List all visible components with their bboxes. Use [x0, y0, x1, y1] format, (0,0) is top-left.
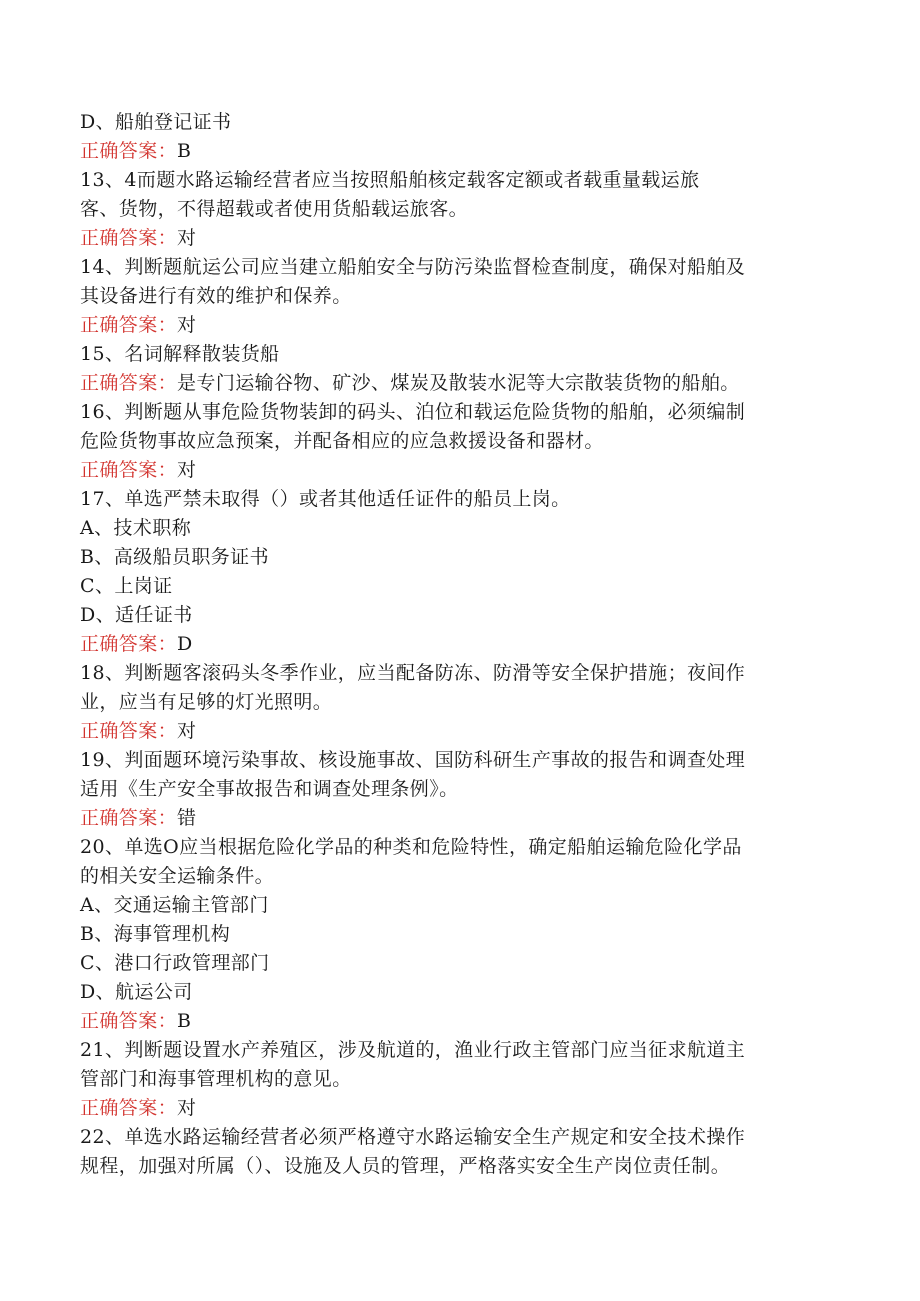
text-line: 适用《生产安全事故报告和调查处理条例》。 [80, 778, 459, 800]
text-line: 17、单选严禁未取得（）或者其他适任证件的船员上岗。 [80, 488, 571, 510]
text-line: 14、判断题航运公司应当建立船舶安全与防污染监督检查制度，确保对船舶及 [80, 256, 746, 278]
text-line: 的相关安全运输条件。 [80, 865, 275, 887]
answer-value: 对 [177, 720, 197, 742]
answer-value: 对 [177, 314, 197, 336]
answer-value: 对 [177, 1097, 197, 1119]
text-line: 13、4而题水路运输经营者应当按照船舶核定载客定额或者载重量载运旅 [80, 169, 700, 191]
text-line: C、港口行政管理部门 [80, 952, 270, 974]
answer-label: 正确答案： [80, 633, 178, 655]
answer-value: 是专门运输谷物、矿沙、煤炭及散装水泥等大宗散装货物的船舶。 [177, 372, 740, 394]
answer-line [80, 804, 820, 833]
answer-label: 正确答案： [80, 459, 178, 481]
text-line: D、航运公司 [80, 981, 193, 1003]
answer-line [80, 137, 820, 166]
text-line: 危险货物事故应急预案，并配备相应的应急救援设备和器材。 [80, 430, 604, 452]
text-line: D、适任证书 [80, 604, 193, 626]
text-line: 16、判断题从事危险货物装卸的码头、泊位和载运危险货物的船舶，必须编制 [80, 401, 746, 423]
text-line: 21、判断题设置水产养殖区，涉及航道的，渔业行政主管部门应当征求航道主 [80, 1039, 746, 1061]
answer-line [80, 224, 820, 253]
answer-line [80, 456, 820, 485]
text-line: 19、判面题环境污染事故、核设施事故、国防科研生产事故的报告和调查处理 [80, 749, 746, 771]
answer-line [80, 630, 820, 659]
text-line: 客、货物，不得超载或者使用货船载运旅客。 [80, 198, 469, 220]
text-line: B、海事管理机构 [80, 923, 231, 945]
text-line: B、高级船员职务证书 [80, 546, 269, 568]
text-line: 20、单选O应当根据危险化学品的种类和危险特性，确定船舶运输危险化学品 [80, 836, 742, 858]
text-line: 管部门和海事管理机构的意见。 [80, 1068, 352, 1090]
text-line: A、技术职称 [80, 517, 192, 539]
text-line: 业，应当有足够的灯光照明。 [80, 691, 333, 713]
answer-label: 正确答案： [80, 314, 178, 336]
answer-value: B [177, 1010, 192, 1032]
text-line: 15、名词解释散装货船 [80, 343, 280, 365]
answer-label: 正确答案： [80, 807, 178, 829]
answer-value: D [177, 633, 193, 655]
answer-line [80, 717, 820, 746]
answer-label: 正确答案： [80, 1010, 178, 1032]
answer-label: 正确答案： [80, 720, 178, 742]
text-line: A、交通运输主管部门 [80, 894, 269, 916]
text-line: 规程，加强对所属（）、设施及人员的管理，严格落实安全生产岗位责任制。 [80, 1155, 731, 1177]
answer-label: 正确答案： [80, 140, 178, 162]
text-line: D、船舶登记证书 [80, 111, 232, 133]
text-line: 18、判断题客滚码头冬季作业，应当配备防冻、防滑等安全保护措施；夜间作 [80, 662, 746, 684]
answer-value: B [177, 140, 192, 162]
answer-line [80, 369, 820, 398]
document-body [80, 108, 820, 1181]
answer-label: 正确答案： [80, 1097, 178, 1119]
answer-line [80, 311, 820, 340]
answer-line [80, 1007, 820, 1036]
answer-value: 对 [177, 459, 197, 481]
answer-value: 对 [177, 227, 197, 249]
answer-label: 正确答案： [80, 372, 178, 394]
answer-label: 正确答案： [80, 227, 178, 249]
text-line: 22、单选水路运输经营者必须严格遵守水路运输安全生产规定和安全技术操作 [80, 1126, 746, 1148]
text-line: C、上岗证 [80, 575, 173, 597]
text-line: 其设备进行有效的维护和保养。 [80, 285, 352, 307]
answer-value: 错 [177, 807, 197, 829]
answer-line [80, 1094, 820, 1123]
